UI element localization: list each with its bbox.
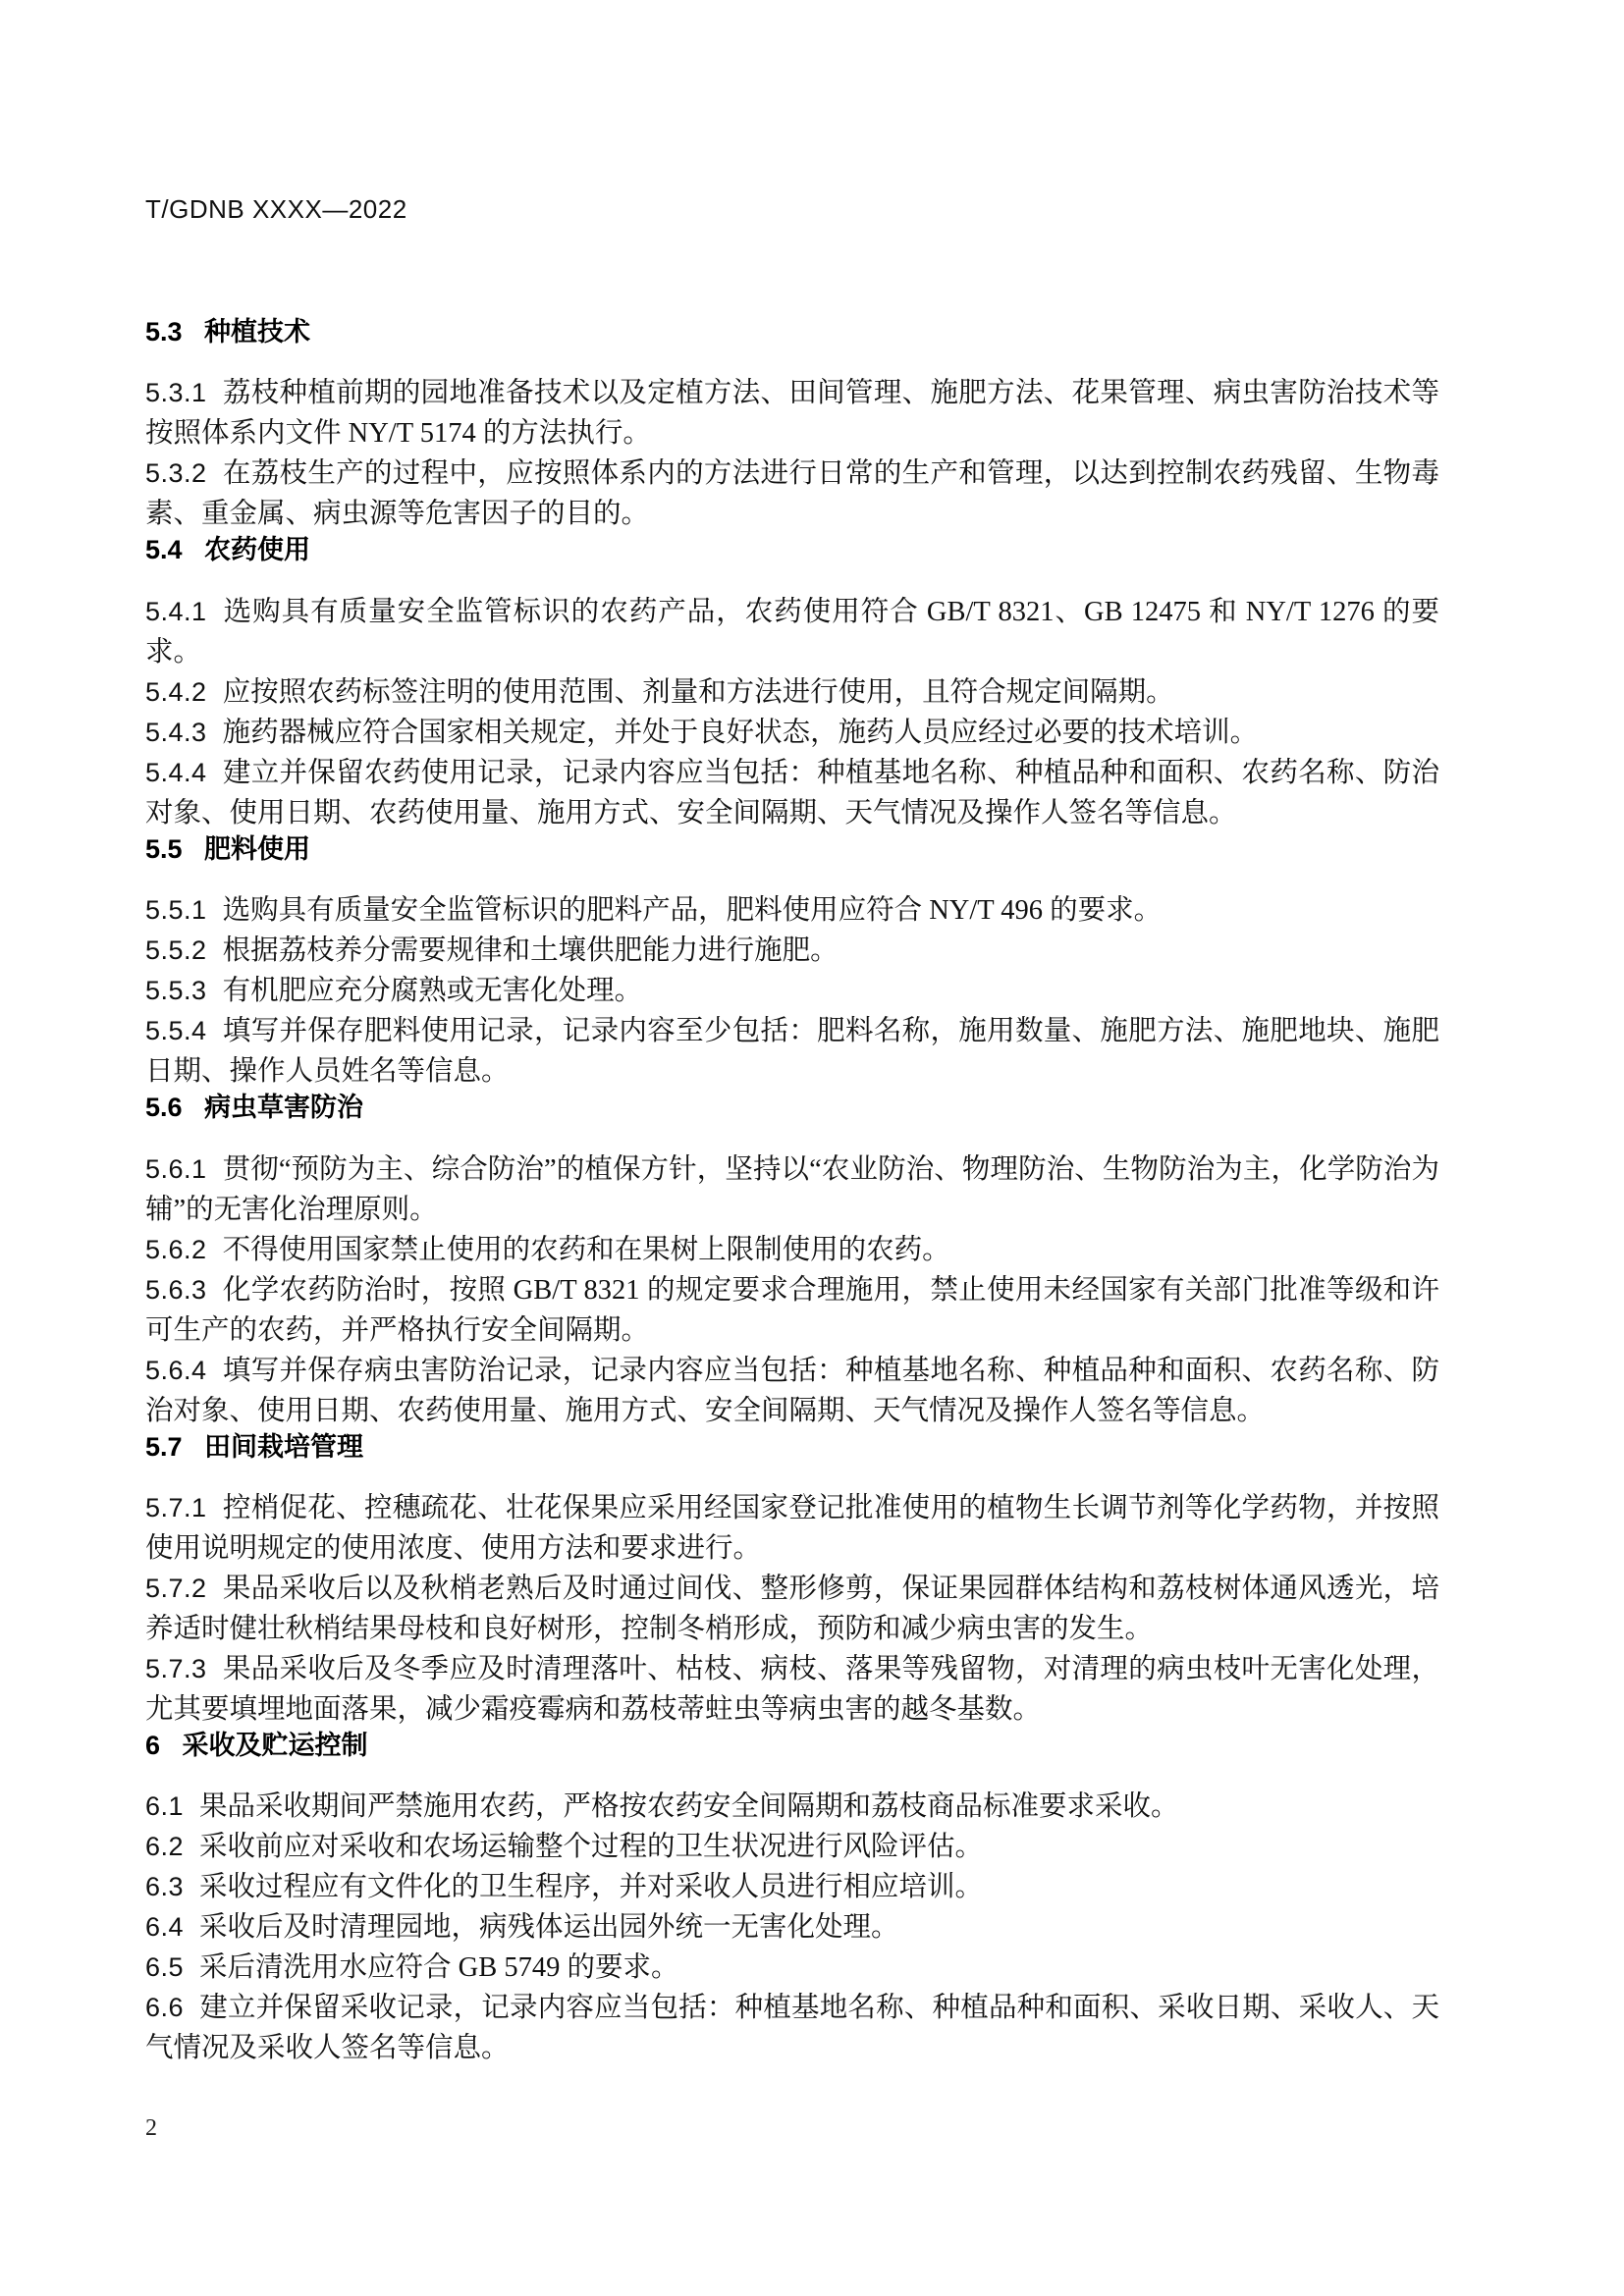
- clause-text: 填写并保存病虫害防治记录，记录内容应当包括：种植基地名称、种植品种和面积、农药名称、防治对象、使用日期、农药使用量、施用方式、安全间隔期、天气情况及操作人签名等信息。: [145, 1355, 1439, 1426]
- section-heading-5-4: 5.4 农药使用: [145, 535, 311, 565]
- clause-number: 5.6.4: [145, 1355, 207, 1385]
- clause-5-6-3: [145, 1270, 1439, 1351]
- clause-5-6-4: [145, 1351, 1439, 1431]
- clause-group-5-6: [145, 1149, 1439, 1431]
- section-heading-5-3: 5.3 种植技术: [145, 317, 311, 347]
- clause-text: 选购具有质量安全监管标识的农药产品，农药使用符合 GB/T 8321、GB 12475 和 NY/T 1276 的要求。: [145, 596, 1439, 667]
- clause-text: 施药器械应符合国家相关规定，并处于良好状态，施药人员应经过必要的技术培训。: [222, 717, 1259, 748]
- section-heading-5-6: 5.6 病虫草害防治: [145, 1093, 364, 1123]
- clause-group-6: [145, 1787, 1439, 2068]
- clause-6-4: [145, 1907, 1439, 1948]
- clause-group-5-4: [145, 592, 1439, 833]
- clause-number: 5.5.4: [145, 1016, 207, 1046]
- clause-6-6: [145, 1988, 1439, 2068]
- clause-number: 5.6.1: [145, 1153, 207, 1184]
- clause-5-3-1: [145, 373, 1439, 454]
- clause-5-4-2: [145, 672, 1439, 713]
- clause-text: 控梢促花、控穗疏花、壮花保果应采用经国家登记批准使用的植物生长调节剂等化学药物，并按照使用说明规定的使用浓度、使用方法和要求进行。: [145, 1492, 1439, 1564]
- clause-5-3-2: [145, 454, 1439, 534]
- clause-6-5: [145, 1948, 1439, 1988]
- clause-number: 6.3: [145, 1872, 185, 1902]
- clause-text: 果品采收后以及秋梢老熟后及时通过间伐、整形修剪，保证果园群体结构和荔枝树体通风透光，培养适时健壮秋梢结果母枝和良好树形，控制冬梢形成，预防和减少病虫害的发生。: [145, 1573, 1439, 1644]
- clause-number: 5.4.3: [145, 717, 207, 747]
- clause-text: 建立并保留农药使用记录，记录内容应当包括：种植基地名称、种植品种和面积、农药名称、防治对象、使用日期、农药使用量、施用方式、安全间隔期、天气情况及操作人签名等信息。: [145, 757, 1439, 828]
- clause-5-6-1: [145, 1149, 1439, 1230]
- clause-5-4-3: [145, 713, 1439, 753]
- clause-number: 5.6.3: [145, 1274, 207, 1305]
- clause-text: 在荔枝生产的过程中，应按照体系内的方法进行日常的生产和管理，以达到控制农药残留、生物毒素、重金属、病虫源等危害因子的目的。: [145, 458, 1439, 530]
- clause-text: 建立并保留采收记录，记录内容应当包括：种植基地名称、种植品种和面积、采收日期、采收人、天气情况及采收人签名等信息。: [145, 1993, 1439, 2064]
- clause-number: 5.4.2: [145, 676, 207, 707]
- clause-text: 选购具有质量安全监管标识的肥料产品，肥料使用应符合 NY/T 496 的要求。: [222, 895, 1163, 927]
- clause-number: 6.5: [145, 1952, 185, 1983]
- clause-text: 采后清洗用水应符合 GB 5749 的要求。: [199, 1952, 679, 1984]
- clause-5-7-3: [145, 1649, 1439, 1730]
- clause-number: 5.7.1: [145, 1492, 207, 1522]
- document-body: [145, 316, 1439, 2068]
- clause-text: 根据荔枝养分需要规律和土壤供肥能力进行施肥。: [222, 935, 839, 967]
- clause-text: 果品采收期间严禁施用农药，严格按农药安全间隔期和荔枝商品标准要求采收。: [199, 1791, 1179, 1823]
- clause-number: 5.5.3: [145, 976, 207, 1006]
- clause-5-6-2: [145, 1230, 1439, 1270]
- clause-number: 5.4.1: [145, 596, 207, 626]
- clause-text: 有机肥应充分腐熟或无害化处理。: [222, 976, 643, 1007]
- clause-5-5-1: [145, 890, 1439, 931]
- clause-text: 采收前应对采收和农场运输整个过程的卫生状况进行风险评估。: [199, 1832, 984, 1863]
- clause-text: 果品采收后及冬季应及时清理落叶、枯枝、病枝、落果等残留物，对清理的病虫枝叶无害化处理，尤其要填埋地面落果，减少霜疫霉病和荔枝蒂蛀虫等病虫害的越冬基数。: [145, 1653, 1439, 1725]
- clause-text: 应按照农药标签注明的使用范围、剂量和方法进行使用，且符合规定间隔期。: [222, 676, 1174, 708]
- clause-text: 采收过程应有文件化的卫生程序，并对采收人员进行相应培训。: [199, 1872, 984, 1903]
- clause-text: 采收后及时清理园地，病残体运出园外统一无害化处理。: [199, 1912, 899, 1944]
- clause-number: 6.2: [145, 1832, 185, 1862]
- clause-number: 5.6.2: [145, 1234, 207, 1264]
- clause-6-2: [145, 1827, 1439, 1867]
- clause-text: 化学农药防治时，按照 GB/T 8321 的规定要求合理施用，禁止使用未经国家有关部门批准等级和许可生产的农药，并严格执行安全间隔期。: [145, 1274, 1439, 1346]
- clause-text: 贯彻“预防为主、综合防治”的植保方针，坚持以“农业防治、物理防治、生物防治为主，化学防治为辅”的无害化治理原则。: [145, 1153, 1439, 1225]
- page-number: 2: [145, 2115, 157, 2141]
- clause-number: 5.7.2: [145, 1573, 207, 1603]
- clause-5-4-1: [145, 592, 1439, 672]
- clause-text: 不得使用国家禁止使用的农药和在果树上限制使用的农药。: [222, 1234, 950, 1265]
- clause-number: 5.7.3: [145, 1653, 207, 1683]
- running-header: T/GDNB XXXX—2022: [145, 194, 407, 224]
- clause-number: 5.5.2: [145, 935, 207, 966]
- clause-number: 5.4.4: [145, 757, 207, 787]
- clause-5-7-1: [145, 1488, 1439, 1569]
- clause-5-5-3: [145, 971, 1439, 1011]
- clause-number: 6.6: [145, 1993, 185, 2023]
- section-heading-5-5: 5.5 肥料使用: [145, 833, 311, 864]
- section-heading-6: 6 采收及贮运控制: [145, 1730, 368, 1760]
- clause-number: 6.4: [145, 1912, 185, 1943]
- clause-group-5-5: [145, 890, 1439, 1092]
- clause-5-5-2: [145, 931, 1439, 971]
- clause-group-5-3: [145, 373, 1439, 534]
- clause-number: 5.3.1: [145, 378, 207, 408]
- clause-text: 荔枝种植前期的园地准备技术以及定植方法、田间管理、施肥方法、花果管理、病虫害防治技术等按照体系内文件 NY/T 5174 的方法执行。: [145, 378, 1439, 450]
- clause-6-1: [145, 1787, 1439, 1827]
- clause-text: 填写并保存肥料使用记录，记录内容至少包括：肥料名称，施用数量、施肥方法、施肥地块、施肥日期、操作人员姓名等信息。: [145, 1016, 1439, 1088]
- clause-5-7-2: [145, 1569, 1439, 1649]
- clause-number: 6.1: [145, 1791, 185, 1822]
- clause-6-3: [145, 1867, 1439, 1907]
- clause-5-5-4: [145, 1011, 1439, 1092]
- clause-group-5-7: [145, 1488, 1439, 1730]
- clause-number: 5.5.1: [145, 895, 207, 926]
- clause-5-4-4: [145, 753, 1439, 833]
- section-heading-5-7: 5.7 田间栽培管理: [145, 1431, 364, 1462]
- clause-number: 5.3.2: [145, 458, 207, 489]
